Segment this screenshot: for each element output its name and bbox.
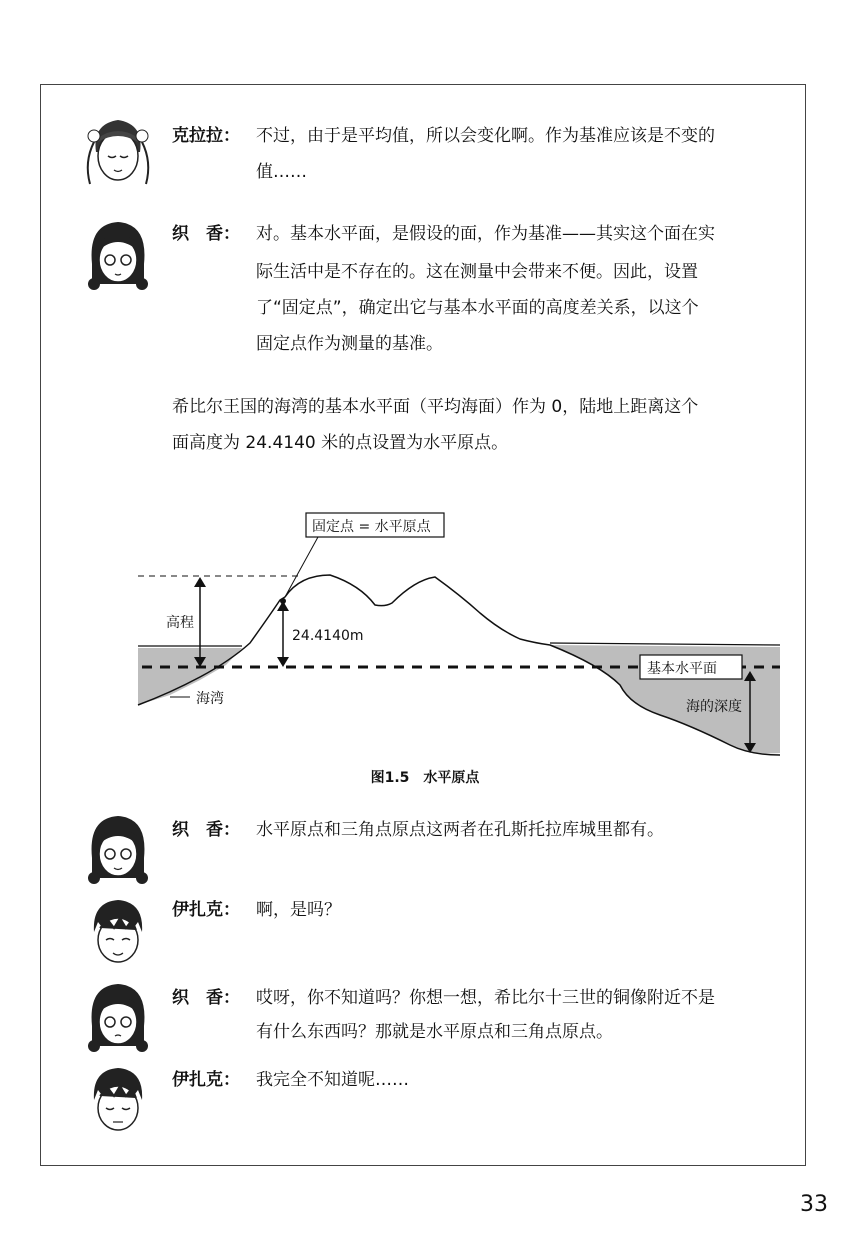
figure-leveling-origin	[130, 505, 780, 760]
speaker-clara: 克拉拉：	[172, 126, 240, 146]
speaker-isaac: 伊扎克：	[172, 900, 240, 920]
figure-caption: 图1.5 水平原点	[370, 770, 480, 786]
body-paragraph-line: 希比尔王国的海湾的基本水平面（平均海面）作为 0，陆地上距离这个	[172, 397, 699, 417]
fixed-point-label: 固定点 = 水平原点	[312, 519, 431, 535]
dialogue-line: 际生活中是不存在的。这在测量中会带来不便。因此，设置	[256, 262, 698, 282]
bay-label: 海湾	[196, 691, 224, 707]
datum-label: 基本水平面	[647, 661, 717, 677]
dialogue-line: 我完全不知道呢……	[256, 1070, 409, 1090]
dialogue-line: 对。基本水平面，是假设的面，作为基准——其实这个面在实	[256, 224, 715, 244]
orika-avatar-icon	[78, 808, 158, 888]
dialogue-line: 水平原点和三角点原点这两者在孔斯托拉库城里都有。	[256, 820, 664, 840]
dialogue-line: 固定点作为测量的基准。	[256, 334, 443, 354]
page-number: 33	[800, 1192, 828, 1217]
speaker-orika: 织 香：	[172, 820, 240, 840]
elevation-label: 高程	[166, 615, 194, 631]
dialogue-line: 不过，由于是平均值，所以会变化啊。作为基准应该是不变的	[256, 126, 715, 146]
speaker-orika: 织 香：	[172, 988, 240, 1008]
clara-avatar-icon	[78, 112, 158, 192]
speaker-orika: 织 香：	[172, 224, 240, 244]
bay-water	[138, 648, 242, 705]
orika-avatar-icon	[78, 976, 158, 1056]
dialogue-line: 了“固定点”，确定出它与基本水平面的高度差关系，以这个	[256, 298, 699, 318]
height-value-label: 24.4140m	[292, 628, 364, 644]
speaker-isaac: 伊扎克：	[172, 1070, 240, 1090]
dialogue-line: 有什么东西吗？那就是水平原点和三角点原点。	[256, 1022, 613, 1042]
dialogue-line: 值……	[256, 162, 307, 182]
dialogue-line: 哎呀，你不知道吗？你想一想，希比尔十三世的铜像附近不是	[256, 988, 715, 1008]
depth-label: 海的深度	[686, 699, 742, 715]
orika-avatar-icon	[78, 214, 158, 294]
dialogue-line: 啊，是吗？	[256, 900, 341, 920]
isaac-avatar-icon	[78, 892, 158, 972]
isaac-avatar-icon	[78, 1060, 158, 1140]
body-paragraph-line: 面高度为 24.4140 米的点设置为水平原点。	[172, 433, 509, 453]
